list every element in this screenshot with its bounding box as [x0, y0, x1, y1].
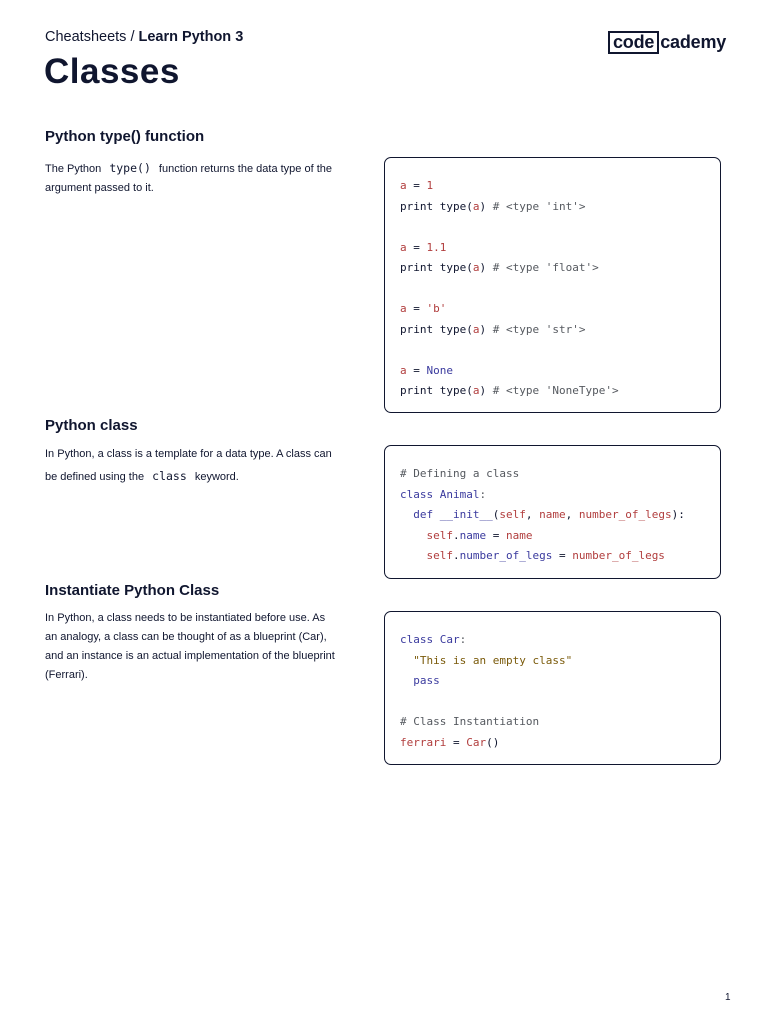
description-text-pre: The Python [45, 163, 105, 175]
breadcrumb-course-link[interactable]: Learn Python 3 [138, 29, 244, 45]
code-line: a = 1.1 [400, 240, 447, 254]
logo-cademy-text: cademy [660, 32, 727, 52]
section-heading-python-class: Python class [45, 417, 138, 434]
breadcrumb [45, 29, 243, 45]
code-line: class Car: [400, 633, 467, 646]
code-line: print type(a) # <type 'float'> [400, 261, 599, 274]
code-line: class Animal: [400, 487, 487, 501]
section-heading-type-function: Python type() function [45, 128, 205, 145]
code-line: "This is an empty class" [413, 653, 573, 667]
page-title: Classes [44, 52, 180, 91]
code-line: print type(a) # <type 'int'> [400, 199, 586, 213]
section-description-instantiate-class: In Python, a class needs to be instantiated before use. As an analogy, a class can be thought of as a blueprint (Car), and an instance is an actual implementation of the blueprint (Ferrari). [45, 612, 335, 681]
code-line: a = 'b' [400, 302, 447, 315]
section-heading-instantiate-class: Instantiate Python Class [45, 582, 220, 599]
inline-code: class [152, 469, 187, 483]
logo-code-box: code [608, 31, 659, 54]
code-line: print type(a) # <type 'NoneType'> [400, 384, 619, 397]
code-line: pass [413, 674, 440, 687]
breadcrumb-cheatsheets-link[interactable]: Cheatsheets [45, 29, 127, 45]
description-text-post: function returns the data type of the argument passed to it. [45, 163, 332, 194]
description-text-pre: In Python, a class is a template for a data type. A class can be defined using the [45, 448, 332, 483]
code-line: # Class Instantiation [400, 715, 540, 728]
breadcrumb-separator: / [126, 29, 139, 45]
section-description-type-function [45, 159, 340, 198]
codecademy-logo[interactable] [608, 31, 726, 54]
section-description-python-class [45, 443, 340, 488]
code-line: ferrari = Car() [400, 735, 500, 749]
code-block-python-class [384, 445, 721, 579]
code-line: # Defining a class [400, 467, 520, 480]
inline-code: type() [109, 161, 151, 175]
page-number: 1 [725, 992, 731, 1003]
code-line: self.name = name [426, 528, 533, 542]
code-line: def __init__(self, name, number_of_legs): [413, 508, 685, 521]
code-block-instantiate-class [384, 611, 721, 765]
code-block-type-function [384, 157, 721, 413]
code-line: self.number_of_legs = number_of_legs [426, 549, 665, 562]
code-line: a = None [400, 363, 453, 377]
code-line: print type(a) # <type 'str'> [400, 322, 586, 336]
code-line: a = 1 [400, 179, 434, 192]
description-text-post: keyword. [191, 471, 239, 483]
